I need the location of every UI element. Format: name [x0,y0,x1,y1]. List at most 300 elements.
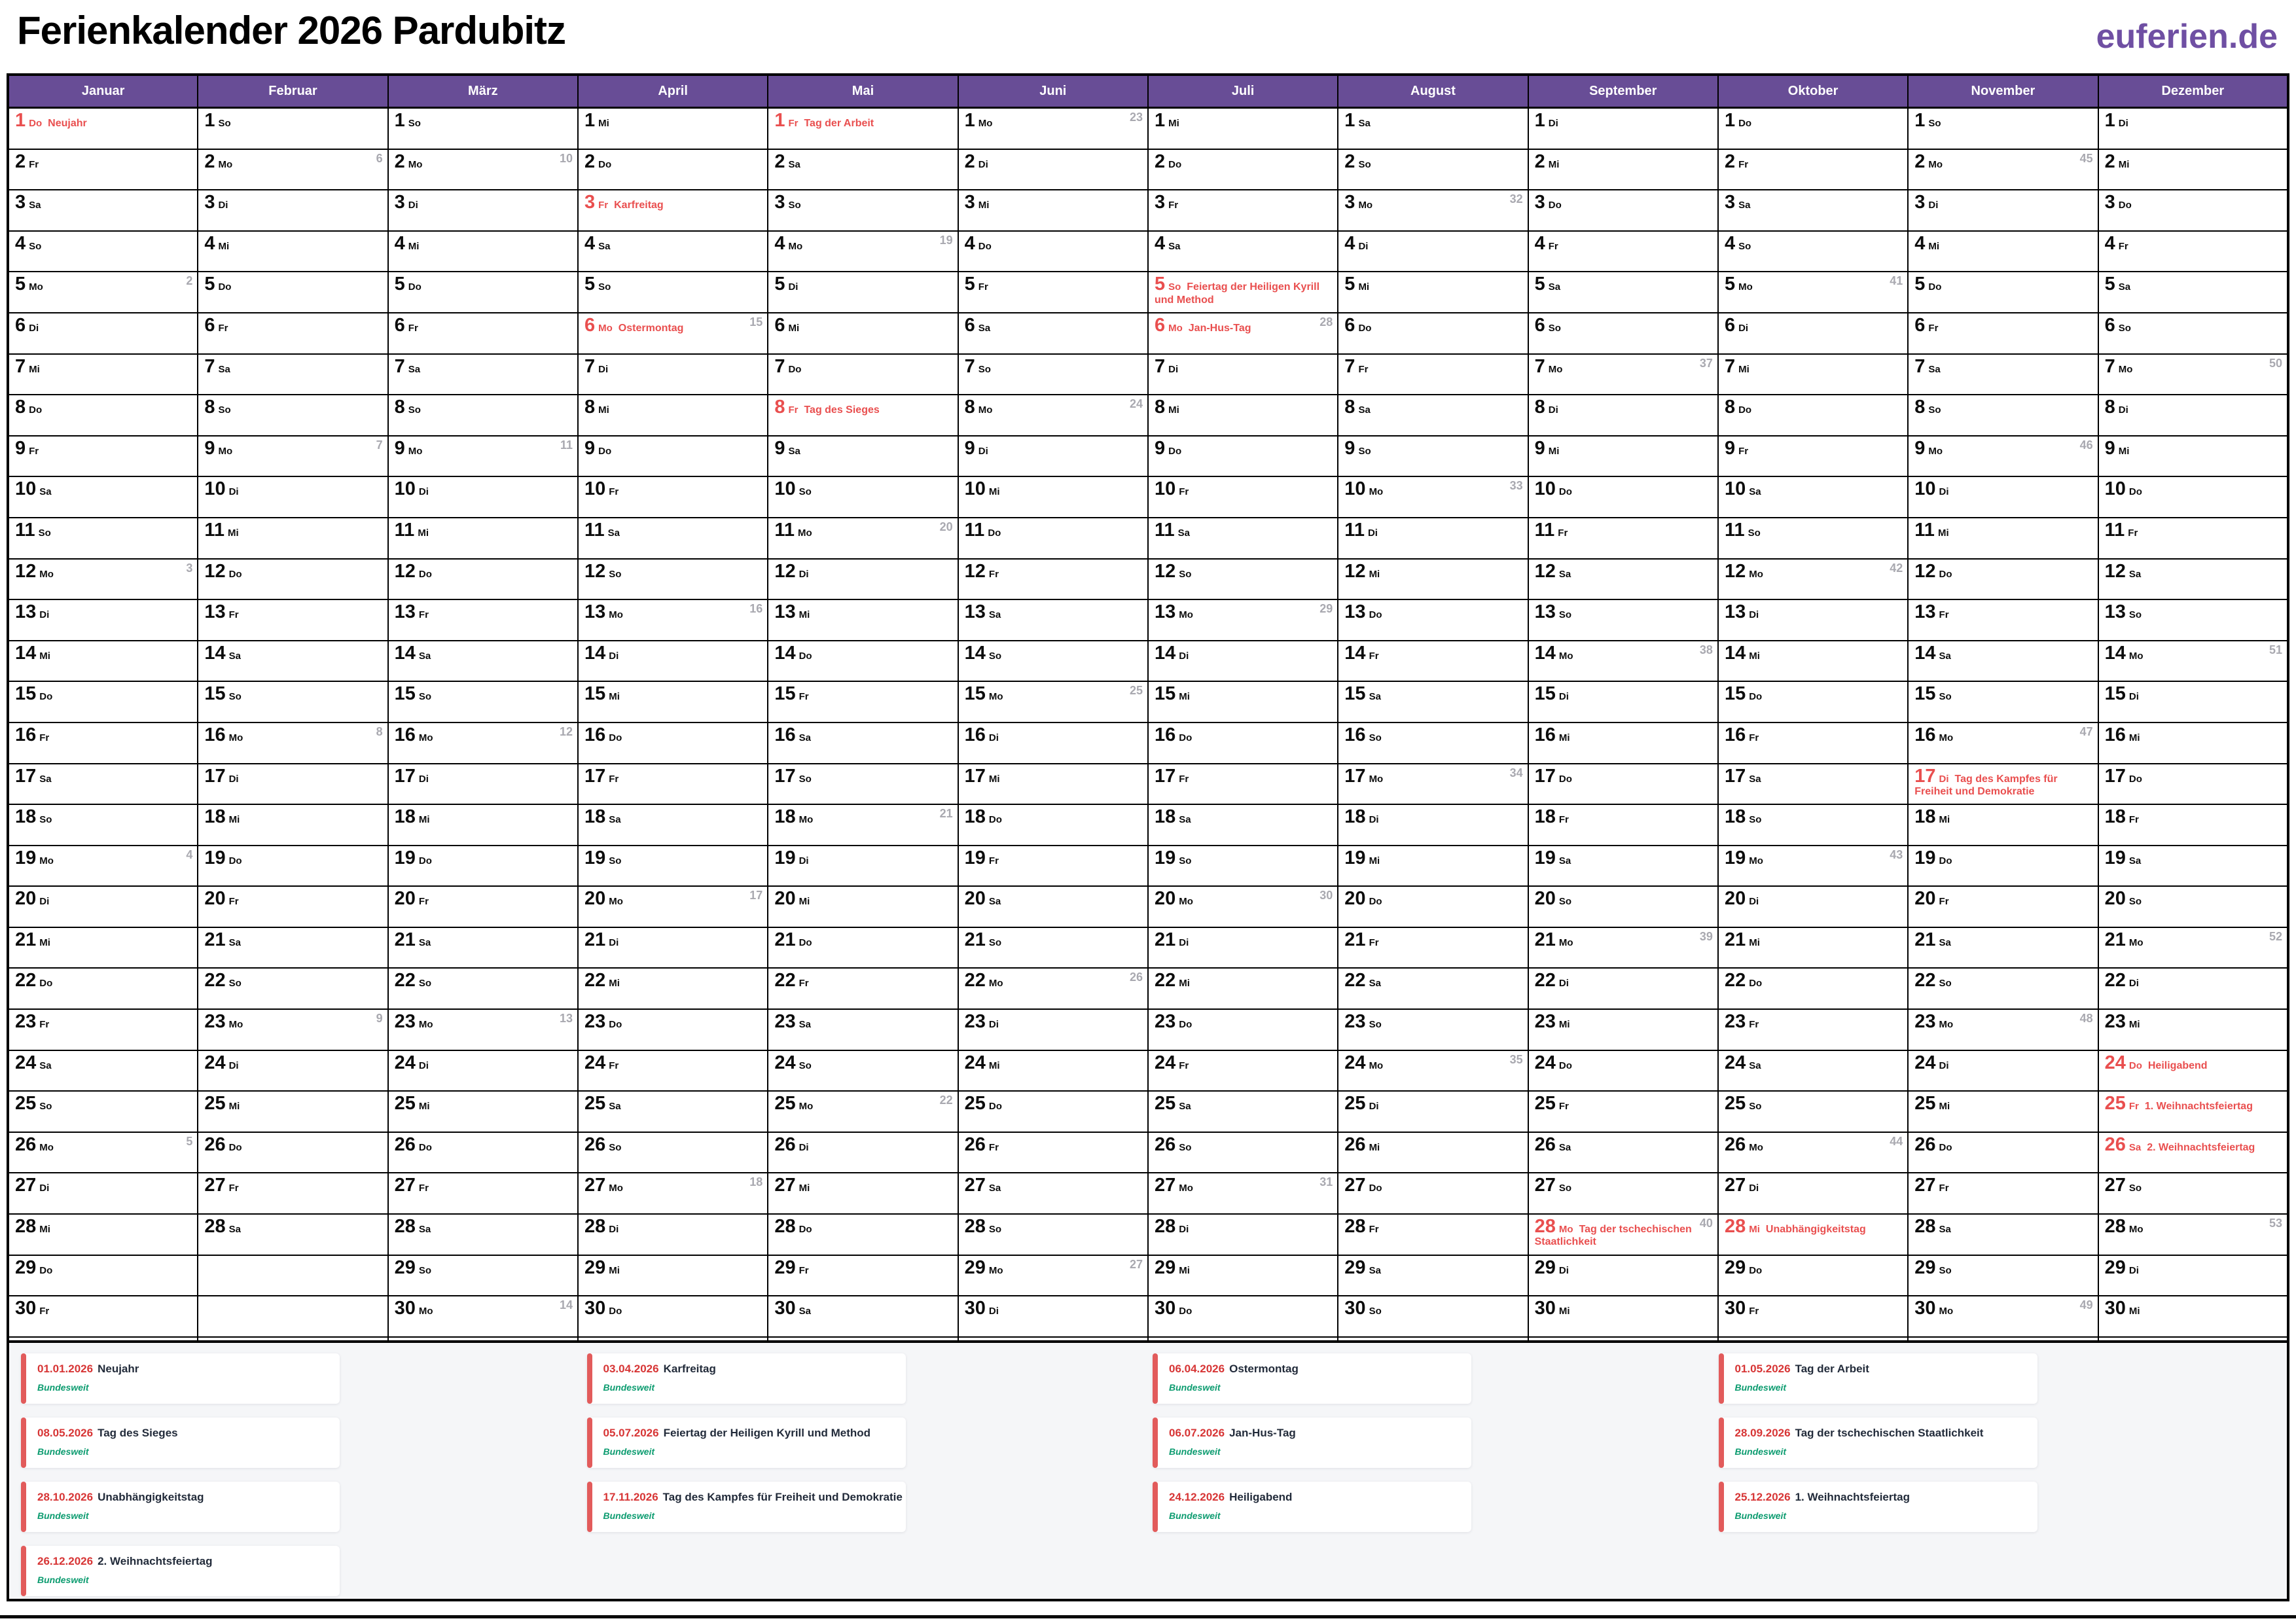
day-number: 5 [2104,274,2115,295]
holiday-label: Tag des Kampfes für Freiheit und Demokratie [1914,773,2058,797]
holiday-legend [7,1340,2289,1601]
weekday-label: Do [1179,1019,1193,1031]
day-number: 4 [964,232,975,254]
weekday-label: Mi [408,240,420,252]
day-cell [768,231,958,272]
day-number: 24 [2104,1052,2126,1073]
day-number: 7 [1914,355,1926,377]
weekday-label: Mo [408,445,423,457]
day-cell [958,968,1148,1009]
day-cell [578,559,768,600]
day-number: 12 [1344,560,1366,582]
day-cell [1528,272,1718,313]
day-number: 8 [204,397,215,418]
weekday-label: So [1369,1306,1382,1317]
day-cell [1718,1296,1908,1337]
day-cell [1718,641,1908,682]
day-cell [1908,764,2098,805]
weekday-label: Sa [1168,240,1181,252]
weekday-label: Do [228,855,242,866]
day-cell [1338,354,1528,395]
month-header: Mai [768,75,958,108]
day-cell [8,681,198,722]
week-number: 4 [186,847,193,861]
day-number: 18 [1724,806,1746,828]
day-number: 17 [1534,765,1556,787]
weekday-label: Mi [1369,855,1380,866]
day-cell [8,231,198,272]
weekday-label: Sa [1358,118,1371,129]
week-number: 5 [186,1134,193,1148]
weekday-label: Fr [1358,363,1369,375]
day-number: 19 [2104,847,2126,868]
day-number: 29 [964,1257,986,1278]
day-number: 18 [2104,806,2126,828]
weekday-label: So [1168,281,1181,293]
weekday-label: Do [609,732,622,743]
day-number: 19 [15,847,37,868]
day-cell [198,231,387,272]
day-cell [388,886,578,927]
day-number: 8 [1154,397,1166,418]
day-cell [958,764,1148,805]
weekday-label: So [798,486,812,498]
day-number: 2 [584,151,596,172]
day-cell [198,313,387,354]
day-cell [958,1214,1148,1255]
day-cell [2098,1091,2288,1132]
weekday-label: Di [418,486,429,498]
day-number: 21 [1724,929,1746,950]
day-cell [198,886,387,927]
day-cell [1338,476,1528,518]
day-number: 21 [964,929,986,950]
legend-scope: Bundesweit [603,1446,655,1457]
day-cell [1528,681,1718,722]
day-number: 28 [394,1216,416,1238]
weekday-label: Do [798,1224,812,1236]
day-number: 29 [394,1257,416,1278]
legend-date: 25.12.2026 [1734,1491,1791,1503]
day-cell [1338,1009,1528,1050]
weekday-label: Di [978,445,988,457]
legend-holiday-name: 1. Weihnachtsfeiertag [1795,1491,1910,1503]
day-number: 22 [1534,970,1556,991]
weekday-label: Do [1548,200,1562,211]
day-number: 18 [1344,806,1366,828]
day-number: 5 [1154,274,1166,295]
day-cell [1338,1296,1528,1337]
day-number: 30 [394,1298,416,1319]
day-cell [958,886,1148,927]
day-cell [578,518,768,559]
day-cell [958,436,1148,477]
day-number: 19 [964,847,986,868]
day-cell [958,354,1148,395]
day-cell [578,641,768,682]
weekday-label: Mi [1548,445,1560,457]
weekday-label: Sa [39,1060,52,1071]
day-cell [198,476,387,518]
day-number: 5 [1344,274,1355,295]
weekday-label: So [988,1224,1002,1236]
day-cell [1908,395,2098,436]
legend-date: 24.12.2026 [1169,1491,1225,1503]
day-cell [2098,599,2288,641]
day-number: 16 [1154,724,1176,745]
day-cell [958,1050,1148,1092]
day-cell [958,190,1148,231]
weekday-label: So [39,814,52,826]
day-cell [578,313,768,354]
day-cell [1718,1132,1908,1173]
day-row [8,476,2288,518]
weekday-label: Fr [29,158,39,170]
weekday-label: Di [39,896,50,908]
legend-holiday-name: Ostermontag [1229,1363,1299,1375]
day-cell [768,313,958,354]
weekday-label: Fr [1738,445,1749,457]
weekday-label: So [988,650,1002,662]
day-row [8,1091,2288,1132]
weekday-label: Mo [218,158,233,170]
weekday-label: Fr [39,1306,50,1317]
weekday-label: Mo [1939,732,1954,743]
day-number: 28 [15,1216,37,1238]
day-cell [1718,190,1908,231]
weekday-label: So [1939,1264,1952,1276]
weekday-label: Di [418,773,429,785]
weekday-label: Mi [1939,814,1950,826]
day-cell [1528,1296,1718,1337]
day-cell [958,681,1148,722]
weekday-label: Fr [1369,650,1379,662]
day-cell [388,1214,578,1255]
weekday-label: Fr [39,732,50,743]
legend-accent-bar [1719,1418,1724,1468]
legend-accent-bar [1719,1482,1724,1532]
day-row [8,313,2288,354]
weekday-label: Sa [607,527,620,539]
day-cell [1908,1091,2098,1132]
day-cell [1718,846,1908,887]
legend-accent-bar [1153,1482,1158,1532]
day-number: 3 [1534,192,1545,213]
weekday-label: Sa [218,363,230,375]
weekday-label: Di [2118,404,2128,416]
day-cell [958,1296,1148,1337]
week-number: 32 [1509,192,1523,206]
weekday-label: So [228,691,242,703]
weekday-label: Di [29,322,39,334]
weekday-label: Do [1369,896,1382,908]
day-cell [1718,681,1908,722]
day-number: 16 [1534,724,1556,745]
day-cell [8,764,198,805]
day-number: 21 [1534,929,1556,950]
weekday-label: Mo [228,732,243,743]
weekday-label: Sa [1179,814,1191,826]
day-cell [1718,804,1908,846]
weekday-label: Di [978,158,988,170]
day-number: 21 [774,929,796,950]
day-number: 27 [2104,1175,2126,1196]
weekday-label: Sa [1369,1264,1381,1276]
day-cell [1528,476,1718,518]
day-number: 14 [2104,642,2126,664]
day-cell [388,1255,578,1296]
day-number: 20 [1724,888,1746,910]
weekday-label: Fr [1558,527,1568,539]
day-number: 27 [584,1175,606,1196]
day-cell [388,395,578,436]
day-number: 13 [1154,601,1176,623]
day-number: 10 [2104,478,2126,500]
weekday-label: Fr [598,200,609,211]
weekday-label: So [2128,896,2142,908]
weekday-label: Mi [609,978,620,990]
day-cell [198,1132,387,1173]
day-cell [768,476,958,518]
week-number: 19 [939,233,953,247]
day-cell [1908,313,2098,354]
day-number: 11 [2104,519,2125,541]
day-cell [1148,1009,1338,1050]
day-cell [1338,518,1528,559]
day-number: 21 [584,929,606,950]
weekday-label: Mi [1358,281,1370,293]
day-number: 24 [964,1052,986,1073]
weekday-label: So [2128,1183,2142,1194]
legend-accent-bar [21,1353,26,1404]
weekday-label: Fr [418,896,429,908]
day-cell [2098,395,2288,436]
weekday-label: Mo [798,1101,814,1113]
weekday-label: Mi [1749,650,1760,662]
week-number: 49 [2079,1298,2093,1312]
weekday-label: Mi [1369,568,1380,580]
day-row [8,1050,2288,1092]
day-number: 13 [1914,601,1936,623]
week-number: 41 [1890,274,1903,288]
day-cell [388,846,578,887]
day-number: 11 [964,519,985,541]
legend-scope: Bundesweit [603,1510,655,1521]
day-cell [198,722,387,764]
day-cell [198,968,387,1009]
week-number: 37 [1699,356,1713,370]
day-cell [768,1173,958,1214]
weekday-label: Mi [1369,1141,1380,1153]
day-number: 18 [1534,806,1556,828]
day-cell [388,641,578,682]
day-number: 9 [1724,437,1736,459]
day-cell [1338,559,1528,600]
day-number: 27 [1724,1175,1746,1196]
day-cell [198,272,387,313]
legend-scope: Bundesweit [1734,1446,1787,1457]
weekday-label: Do [1168,445,1182,457]
weekday-label: Fr [218,322,228,334]
day-cell [8,1009,198,1050]
weekday-label: Mi [1179,1264,1190,1276]
week-number: 13 [559,1012,573,1026]
day-number: 9 [1914,437,1926,459]
legend-accent-bar [21,1418,26,1468]
week-number: 17 [749,889,763,902]
weekday-label: Mi [598,404,609,416]
day-number: 25 [2104,1093,2126,1115]
day-number: 23 [1914,1011,1936,1033]
legend-card [1153,1418,1471,1468]
day-cell [388,968,578,1009]
day-cell [1908,1296,2098,1337]
month-header: August [1338,75,1528,108]
weekday-label: Mo [1558,936,1573,948]
day-cell [8,436,198,477]
weekday-label: Mo [418,732,433,743]
day-cell [388,1050,578,1092]
day-number: 12 [2104,560,2126,582]
day-number: 24 [1914,1052,1936,1073]
day-number: 19 [1534,847,1556,868]
day-cell [958,1091,1148,1132]
day-cell [768,1132,958,1173]
weekday-label: Do [2118,200,2132,211]
day-number: 2 [1914,151,1926,172]
day-number: 24 [774,1052,796,1073]
day-number: 11 [1724,519,1745,541]
day-number: 11 [394,519,415,541]
day-cell [198,804,387,846]
day-number: 6 [1724,314,1736,336]
weekday-label: Mo [1168,322,1183,334]
day-number: 28 [1914,1216,1936,1238]
day-cell [8,968,198,1009]
weekday-label: Do [1179,732,1193,743]
weekday-label: Mo [988,978,1003,990]
weekday-label: So [978,363,991,375]
weekday-label: Mi [1749,1224,1760,1236]
weekday-label: So [218,404,231,416]
day-number: 16 [15,724,37,745]
day-number: 10 [1534,478,1556,500]
day-number: 29 [1534,1257,1556,1278]
weekday-label: Fr [1369,936,1379,948]
legend-holiday-name: Unabhängigkeitstag [98,1491,204,1503]
weekday-label: Sa [228,1224,241,1236]
weekday-label: Do [1358,322,1372,334]
day-cell [958,108,1148,149]
week-number: 2 [186,274,193,288]
day-cell [578,1214,768,1255]
day-number: 6 [1344,314,1355,336]
day-number: 25 [1534,1093,1556,1115]
day-number: 28 [584,1216,606,1238]
weekday-label: So [1358,158,1371,170]
day-number: 24 [394,1052,416,1073]
week-number: 8 [376,724,383,738]
day-cell [1908,1009,2098,1050]
day-number: 1 [15,110,26,131]
day-number: 6 [964,314,975,336]
legend-card [587,1353,906,1404]
week-number: 34 [1509,766,1523,779]
day-number: 15 [1724,683,1746,705]
day-number: 27 [394,1175,416,1196]
weekday-label: Mo [1179,896,1193,908]
weekday-label: So [1738,240,1751,252]
day-number: 16 [1724,724,1746,745]
day-cell [1338,313,1528,354]
day-cell [1528,354,1718,395]
day-cell [1908,1050,2098,1092]
day-cell [958,518,1148,559]
day-number: 16 [774,724,796,745]
day-cell [1528,395,1718,436]
legend-scope: Bundesweit [37,1575,89,1585]
day-number: 17 [1154,765,1176,787]
day-number: 4 [774,232,785,254]
legend-card [21,1418,340,1468]
weekday-label: Mo [1369,486,1384,498]
day-number: 27 [964,1175,986,1196]
weekday-label: Sa [29,200,41,211]
day-cell [1148,764,1338,805]
day-cell [578,764,768,805]
day-row [8,108,2288,149]
day-number: 15 [15,683,37,705]
weekday-label: Mo [798,814,814,826]
day-cell [2098,804,2288,846]
day-cell [1528,1173,1718,1214]
weekday-label: Di [609,650,619,662]
week-number: 31 [1319,1175,1333,1189]
day-number: 21 [204,929,226,950]
day-cell [958,722,1148,764]
holiday-label: Heiligabend [2147,1060,2208,1071]
weekday-label: So [1748,527,1761,539]
weekday-label: Fr [228,896,239,908]
day-cell [1718,518,1908,559]
weekday-label: Mi [39,1224,50,1236]
weekday-label: Sa [1749,486,1761,498]
weekday-label: Do [2128,773,2142,785]
day-cell [768,272,958,313]
day-number: 29 [1154,1257,1176,1278]
calendar-header-row [8,75,2288,108]
day-number: 7 [1724,355,1736,377]
day-cell [1718,559,1908,600]
day-number: 26 [2104,1133,2126,1155]
day-cell [1908,641,2098,682]
day-number: 21 [1344,929,1366,950]
weekday-label: Do [29,404,43,416]
day-cell [1338,1050,1528,1092]
site-logo[interactable]: euferien.de [2096,18,2278,56]
weekday-label: Mi [978,200,990,211]
weekday-label: Sa [1939,936,1951,948]
day-cell [1148,846,1338,887]
day-cell [2098,559,2288,600]
day-cell [388,1009,578,1050]
bottom-rule [0,1615,2296,1618]
weekday-label: So [1749,814,1762,826]
week-number: 6 [376,151,383,165]
day-number: 1 [964,110,975,131]
day-cell [768,436,958,477]
day-cell [1908,886,2098,927]
